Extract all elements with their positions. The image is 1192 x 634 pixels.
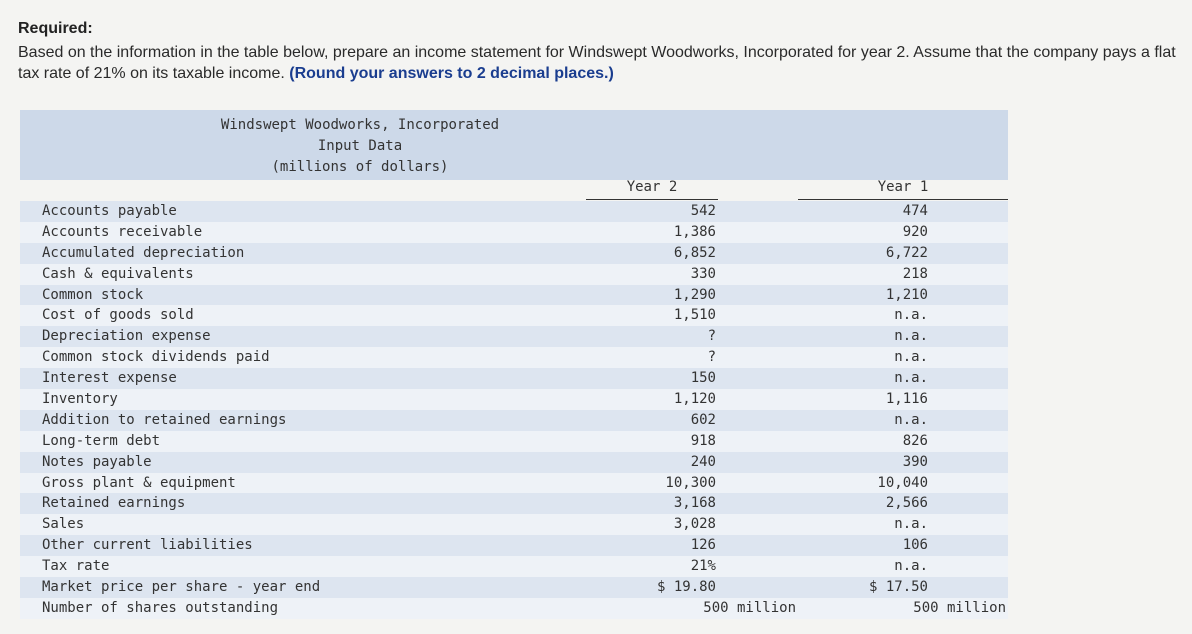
table-row: [20, 493, 1008, 514]
row-label: Sales: [42, 516, 85, 533]
year-2-value: 500 million: [703, 599, 796, 616]
year-2-value: 150: [690, 370, 716, 387]
row-label: Other current liabilities: [42, 537, 253, 554]
year-1-value: 218: [902, 265, 928, 282]
table-row: [20, 305, 1008, 326]
row-label: Accounts receivable: [42, 223, 203, 240]
row-label: Market price per share - year end: [42, 579, 321, 596]
year-1-value: n.a.: [894, 349, 928, 366]
year-2-value: 1,120: [673, 391, 716, 408]
year-2-value: 3,168: [673, 495, 716, 512]
table-row: [20, 598, 1008, 619]
table-row: [20, 389, 1008, 410]
year-1-value: 1,116: [885, 391, 928, 408]
row-label: Interest expense: [42, 370, 177, 387]
year-1-value: 920: [902, 223, 928, 240]
row-label: Tax rate: [42, 558, 110, 575]
year-1-value: $ 17.50: [868, 579, 928, 596]
year-2-value: 918: [690, 432, 716, 449]
year-2-value: 126: [690, 537, 716, 554]
row-label: Depreciation expense: [42, 328, 211, 345]
row-label: Addition to retained earnings: [42, 411, 287, 428]
year-2-value: 1,386: [673, 223, 716, 240]
year-2-value: ?: [707, 328, 716, 345]
table-row: [20, 347, 1008, 368]
required-heading: Required:: [18, 20, 93, 37]
year-2-value: 21%: [690, 558, 716, 575]
year-1-value: 390: [902, 453, 928, 470]
year-1-value: n.a.: [894, 411, 928, 428]
row-label: Accumulated depreciation: [42, 244, 245, 261]
year-1-value: 106: [902, 537, 928, 554]
instructions-text: [18, 42, 1178, 84]
year-1-value: n.a.: [894, 328, 928, 345]
table-body: [20, 201, 1008, 619]
row-label: Number of shares outstanding: [42, 599, 279, 616]
table-row: [20, 368, 1008, 389]
year-2-value: $ 19.80: [656, 579, 716, 596]
row-label: Inventory: [42, 391, 118, 408]
table-row: [20, 201, 1008, 222]
table-row: [20, 473, 1008, 494]
year-1-value: 500 million: [913, 599, 1006, 616]
table-row: [20, 452, 1008, 473]
row-label: Gross plant & equipment: [42, 474, 236, 491]
row-label: Common stock: [42, 286, 144, 303]
table-row: [20, 243, 1008, 264]
row-label: Retained earnings: [42, 495, 186, 512]
year-2-value: ?: [707, 349, 716, 366]
year-1-value: 1,210: [885, 286, 928, 303]
rounding-note: (Round your answers to 2 decimal places.): [289, 65, 614, 82]
year-1-value: 10,040: [877, 474, 928, 491]
year-2-value: 3,028: [673, 516, 716, 533]
column-header-year-1: Year 1: [877, 179, 929, 195]
table-title: Windswept Woodworks, Incorporated: [220, 117, 500, 133]
table-row: [20, 285, 1008, 306]
row-label: Accounts payable: [42, 203, 177, 219]
year-2-value: 602: [690, 411, 716, 428]
table-row: [20, 577, 1008, 598]
year-2-value: 542: [690, 203, 716, 219]
table-row: [20, 556, 1008, 577]
header-underline-year-1: [798, 199, 1008, 200]
year-1-value: n.a.: [894, 370, 928, 387]
table-row: [20, 410, 1008, 431]
row-label: Common stock dividends paid: [42, 349, 270, 366]
input-data-table: [20, 110, 1008, 622]
table-row: [20, 222, 1008, 243]
row-label: Cash & equivalents: [42, 265, 194, 282]
year-1-value: 2,566: [885, 495, 928, 512]
table-units: (millions of dollars): [271, 159, 449, 175]
year-1-value: n.a.: [894, 307, 928, 324]
year-1-value: n.a.: [894, 558, 928, 575]
year-1-value: 826: [902, 432, 928, 449]
header-underline-year-2: [586, 199, 718, 200]
year-2-value: 240: [690, 453, 716, 470]
row-label: Long-term debt: [42, 432, 161, 449]
table-row: [20, 535, 1008, 556]
row-label: Cost of goods sold: [42, 307, 194, 324]
table-row: [20, 264, 1008, 285]
year-2-value: 6,852: [673, 244, 716, 261]
year-2-value: 10,300: [665, 474, 716, 491]
table-subtitle: Input Data: [317, 138, 403, 154]
year-1-value: 474: [902, 203, 928, 219]
year-1-value: 6,722: [885, 244, 928, 261]
table-row: [20, 431, 1008, 452]
instructions-body: Based on the information in the table below, prepare an income statement for Windswept Woodworks, Incorporated for year 2. Assume that the company pays a flat tax rate of 21% on its taxable income.: [18, 44, 1176, 82]
year-2-value: 1,290: [673, 286, 716, 303]
row-label: Notes payable: [42, 453, 152, 470]
table-row: [20, 514, 1008, 535]
year-1-value: n.a.: [894, 516, 928, 533]
year-2-value: 330: [690, 265, 716, 282]
table-banner: [20, 110, 1008, 180]
table-row: [20, 326, 1008, 347]
year-2-value: 1,510: [673, 307, 716, 324]
column-header-year-2: Year 2: [626, 179, 678, 195]
